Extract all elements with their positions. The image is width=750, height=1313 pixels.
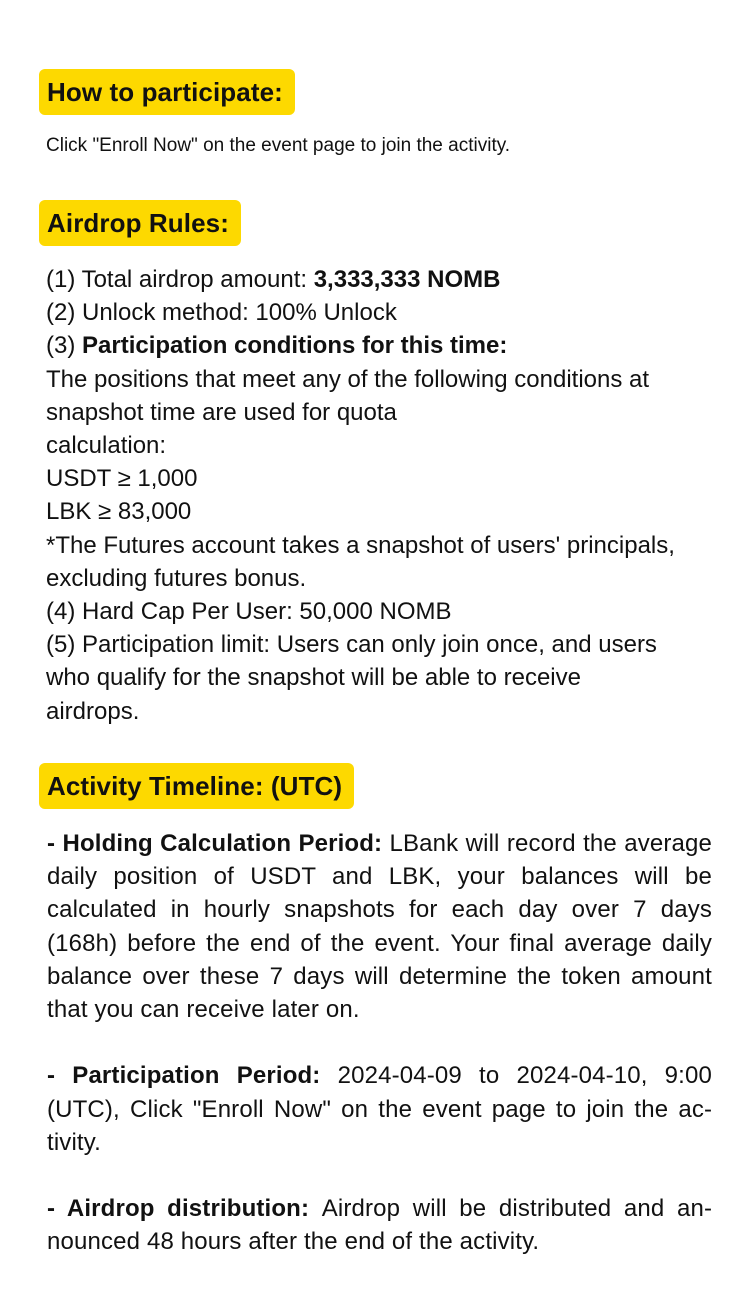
rule-total-amount-label: (1) Total airdrop amount: xyxy=(46,266,314,293)
activity-timeline-content xyxy=(47,827,712,1292)
how-to-participate-heading: How to participate: xyxy=(39,69,295,115)
rule-participation-conditions xyxy=(46,329,716,362)
participate-instructions: Click "Enroll Now" on the event page to join the activity. xyxy=(46,135,511,156)
rule-participation-conditions-title: Participation conditions for this time: xyxy=(82,332,508,360)
conditions-text-line: The positions that meet any of the following conditions at xyxy=(46,365,650,393)
airdrop-distribution-text: Airdrop will be distributed and announced 48 hours after the end of the activity. xyxy=(47,1195,712,1256)
participation-period-text: 2024-04-09 to 2024-04-10, 9:00 (UTC), Click "Enroll Now" on the event page to join the activity. xyxy=(47,1062,712,1156)
holding-calculation-label: - Holding Calculation Period: xyxy=(47,830,390,857)
participation-period-label: - Participation Period: xyxy=(47,1062,338,1090)
holding-calculation-period xyxy=(47,827,712,1026)
condition-lbk: LBK ≥ 83,000 xyxy=(46,498,192,526)
rule-participation-limit-line: (5) Participation limit: Users can only join once, and users xyxy=(46,631,657,659)
participation-period xyxy=(47,1059,712,1159)
rule-total-amount-value: 3,333,333 NOMB xyxy=(313,266,501,293)
conditions-text-line: calculation: xyxy=(46,432,167,460)
rule-unlock-method: (2) Unlock method: 100% Unlock xyxy=(46,299,397,327)
rule-participation-limit-line: airdrops. xyxy=(46,697,140,725)
rule-participation-conditions-prefix: (3) xyxy=(46,332,82,360)
holding-calculation-text: LBank will record the average daily position of USDT and LBK, your balances will be calculated in hourly snapshots for each day over 7 days (168h) before the end of the event. Your final average daily balance over these 7 days will determine the token amount that you can receive later on. xyxy=(47,830,712,1024)
airdrop-distribution-label: - Airdrop distribution: xyxy=(47,1195,322,1223)
rule-participation-limit-line: who qualify for the snapshot will be able to receive xyxy=(46,664,581,692)
futures-note-line: excluding futures bonus. xyxy=(46,564,307,592)
conditions-text-line: snapshot time are used for quota xyxy=(46,398,397,426)
airdrop-rules-list xyxy=(46,263,716,728)
rule-hard-cap: (4) Hard Cap Per User: 50,000 NOMB xyxy=(46,598,452,626)
condition-usdt: USDT ≥ 1,000 xyxy=(46,465,198,493)
futures-note-line: *The Futures account takes a snapshot of users' principals, xyxy=(46,531,675,559)
airdrop-distribution xyxy=(47,1192,712,1258)
activity-timeline-heading: Activity Timeline: (UTC) xyxy=(39,763,354,809)
airdrop-rules-heading: Airdrop Rules: xyxy=(39,200,241,246)
rule-total-amount xyxy=(46,263,716,296)
